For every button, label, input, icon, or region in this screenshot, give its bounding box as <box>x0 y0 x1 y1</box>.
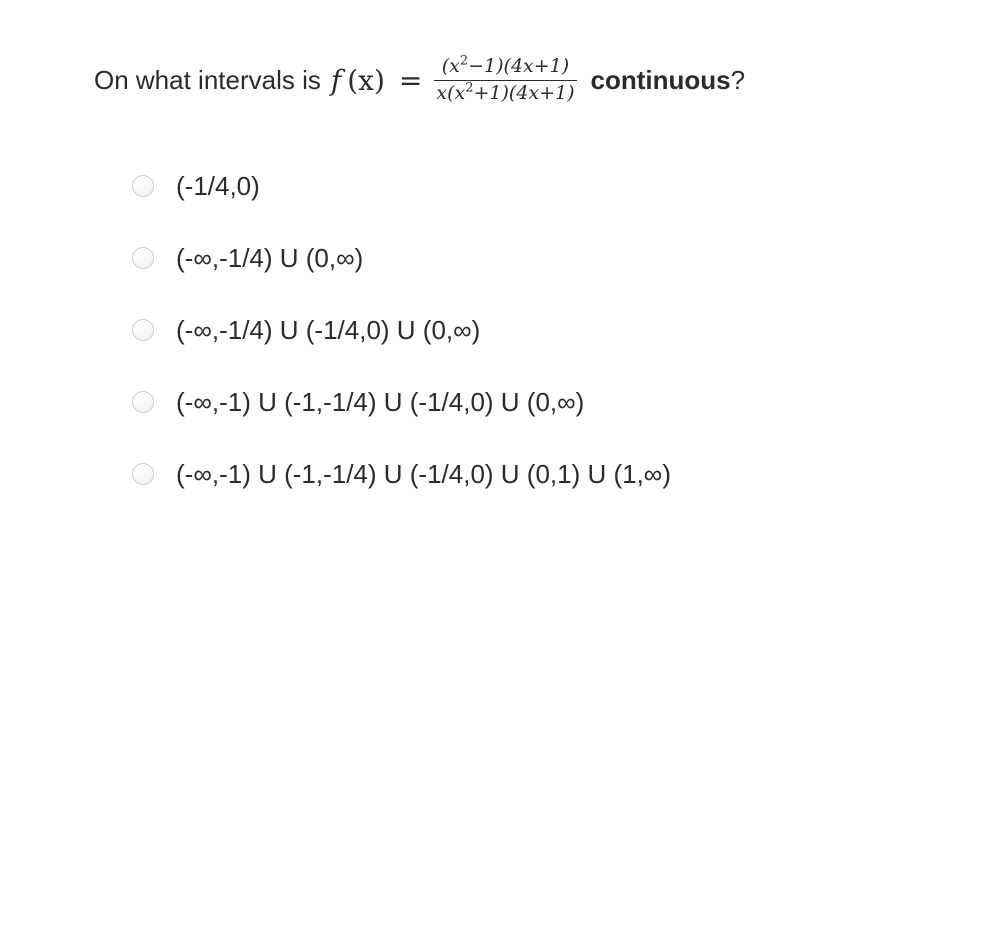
option-label: (-∞,-1/4) U (-1/4,0) U (0,∞) <box>176 314 481 345</box>
answer-options <box>132 150 671 510</box>
numerator-exponent: 2 <box>459 53 469 69</box>
fraction-numerator <box>440 53 571 80</box>
fraction-denominator <box>434 80 576 104</box>
radio-button[interactable] <box>132 463 154 485</box>
radio-button[interactable] <box>132 391 154 413</box>
question-prefix: On what intervals is <box>94 64 321 95</box>
option-label: (-∞,-1/4) U (0,∞) <box>176 242 364 273</box>
radio-button[interactable] <box>132 319 154 341</box>
answer-option-4[interactable] <box>132 366 671 438</box>
function-expression <box>321 53 577 104</box>
answer-option-3[interactable] <box>132 294 671 366</box>
function-name: f <box>330 63 342 97</box>
function-args: (x) <box>347 63 385 97</box>
equals-sign: = <box>398 63 423 97</box>
question-prompt <box>94 44 745 116</box>
option-label: (-∞,-1) U (-1,-1/4) U (-1/4,0) U (0,1) U (1,∞) <box>176 458 672 489</box>
radio-button[interactable] <box>132 247 154 269</box>
answer-option-1[interactable] <box>132 150 671 222</box>
radio-button[interactable] <box>132 175 154 197</box>
numerator-part1: (x <box>441 54 460 77</box>
numerator-part2: −1)(4x+1) <box>468 54 570 77</box>
option-label: (-∞,-1) U (-1,-1/4) U (-1/4,0) U (0,∞) <box>176 386 585 417</box>
answer-option-2[interactable] <box>132 222 671 294</box>
denominator-exponent: 2 <box>465 80 474 96</box>
answer-option-5[interactable] <box>132 438 671 510</box>
question-suffix: ? <box>730 64 746 95</box>
option-label: (-1/4,0) <box>176 170 260 201</box>
function-fraction <box>434 53 576 104</box>
denominator-part1: x(x <box>436 81 466 104</box>
question-emphasis: continuous <box>590 64 731 95</box>
denominator-part2: +1)(4x+1) <box>473 81 575 104</box>
